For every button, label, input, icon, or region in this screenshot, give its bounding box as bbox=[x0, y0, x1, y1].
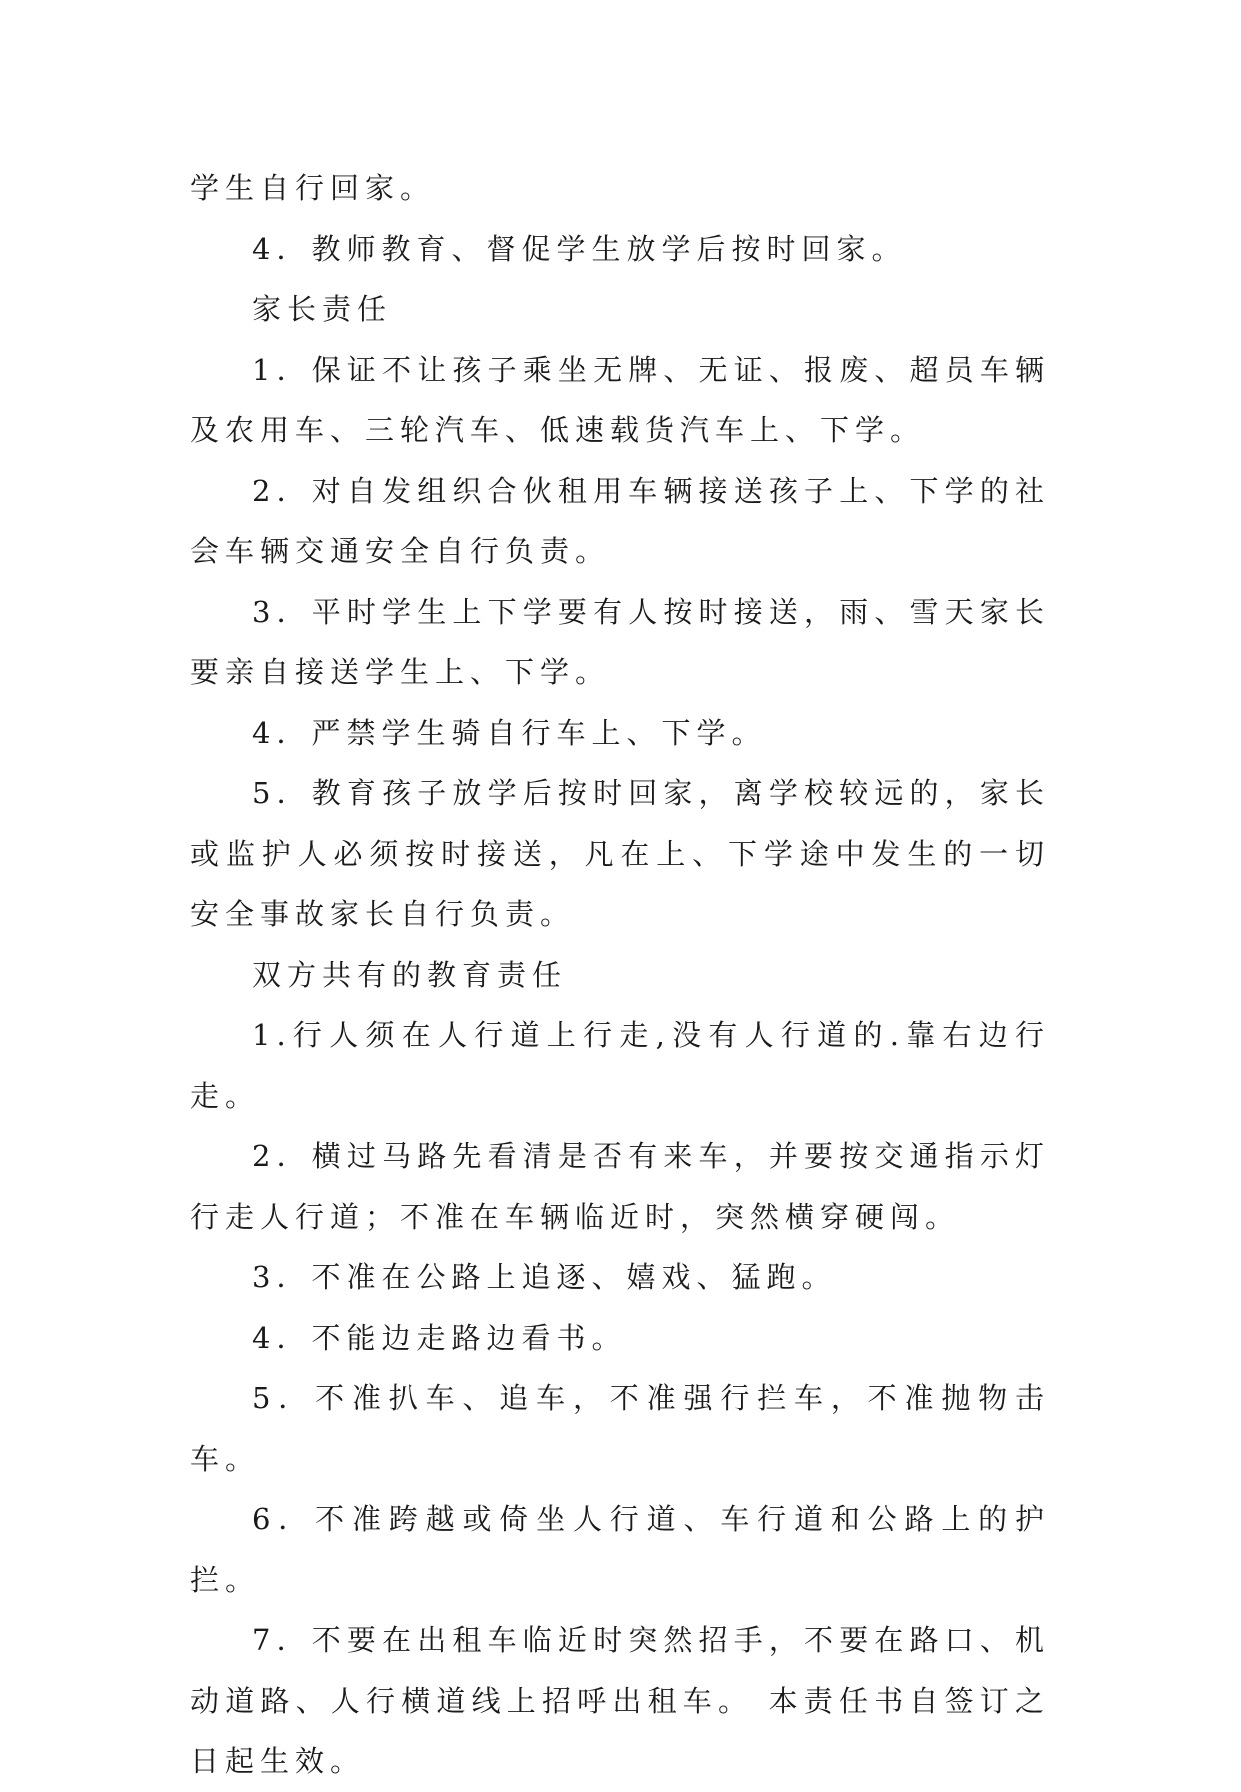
section-heading: 家长责任 bbox=[252, 292, 393, 326]
paragraph: 5．教育孩子放学后按时回家，离学校较远的，家长或监护人必须按时接送，凡在上、下学途中发生的一切安全事故家长自行负责。 bbox=[190, 776, 1050, 931]
section-heading: 双方共有的教育责任 bbox=[252, 957, 568, 992]
paragraph: 6．不准跨越或倚坐人行道、车行道和公路上的护拦。 bbox=[190, 1502, 1050, 1597]
paragraph: 4．严禁学生骑自行车上、下学。 bbox=[252, 715, 767, 750]
paragraph: 4．不能边走路边看书。 bbox=[252, 1320, 627, 1355]
paragraph: 4．教师教育、督促学生放学后按时回家。 bbox=[252, 231, 907, 266]
paragraph: 学生自行回家。 bbox=[190, 171, 436, 205]
paragraph: 7．不要在出租车临近时突然招手，不要在路口、机动道路、人行横道线上招呼出租车。 本责任书自签订之日起生效。 bbox=[190, 1623, 1050, 1778]
paragraph: 2．横过马路先看清是否有来车，并要按交通指示灯行走人行道；不准在车辆临近时，突然横穿硬闯。 bbox=[190, 1139, 1050, 1234]
paragraph: 3．不准在公路上追逐、嬉戏、猛跑。 bbox=[252, 1260, 837, 1294]
paragraph: 1．保证不让孩子乘坐无牌、无证、报废、超员车辆及农用车、三轮汽车、低速载货汽车上、下学。 bbox=[190, 352, 1050, 447]
paragraph: 3．平时学生上下学要有人按时接送，雨、雪天家长要亲自接送学生上、下学。 bbox=[190, 594, 1050, 689]
document-body bbox=[190, 158, 1050, 1792]
paragraph: 1.行人须在人行道上行走,没有人行道的.靠右边行走。 bbox=[190, 1018, 1050, 1113]
paragraph: 5．不准扒车、追车，不准强行拦车，不准抛物击车。 bbox=[190, 1381, 1050, 1476]
paragraph: 2．对自发组织合伙租用车辆接送孩子上、下学的社会车辆交通安全自行负责。 bbox=[190, 473, 1050, 568]
